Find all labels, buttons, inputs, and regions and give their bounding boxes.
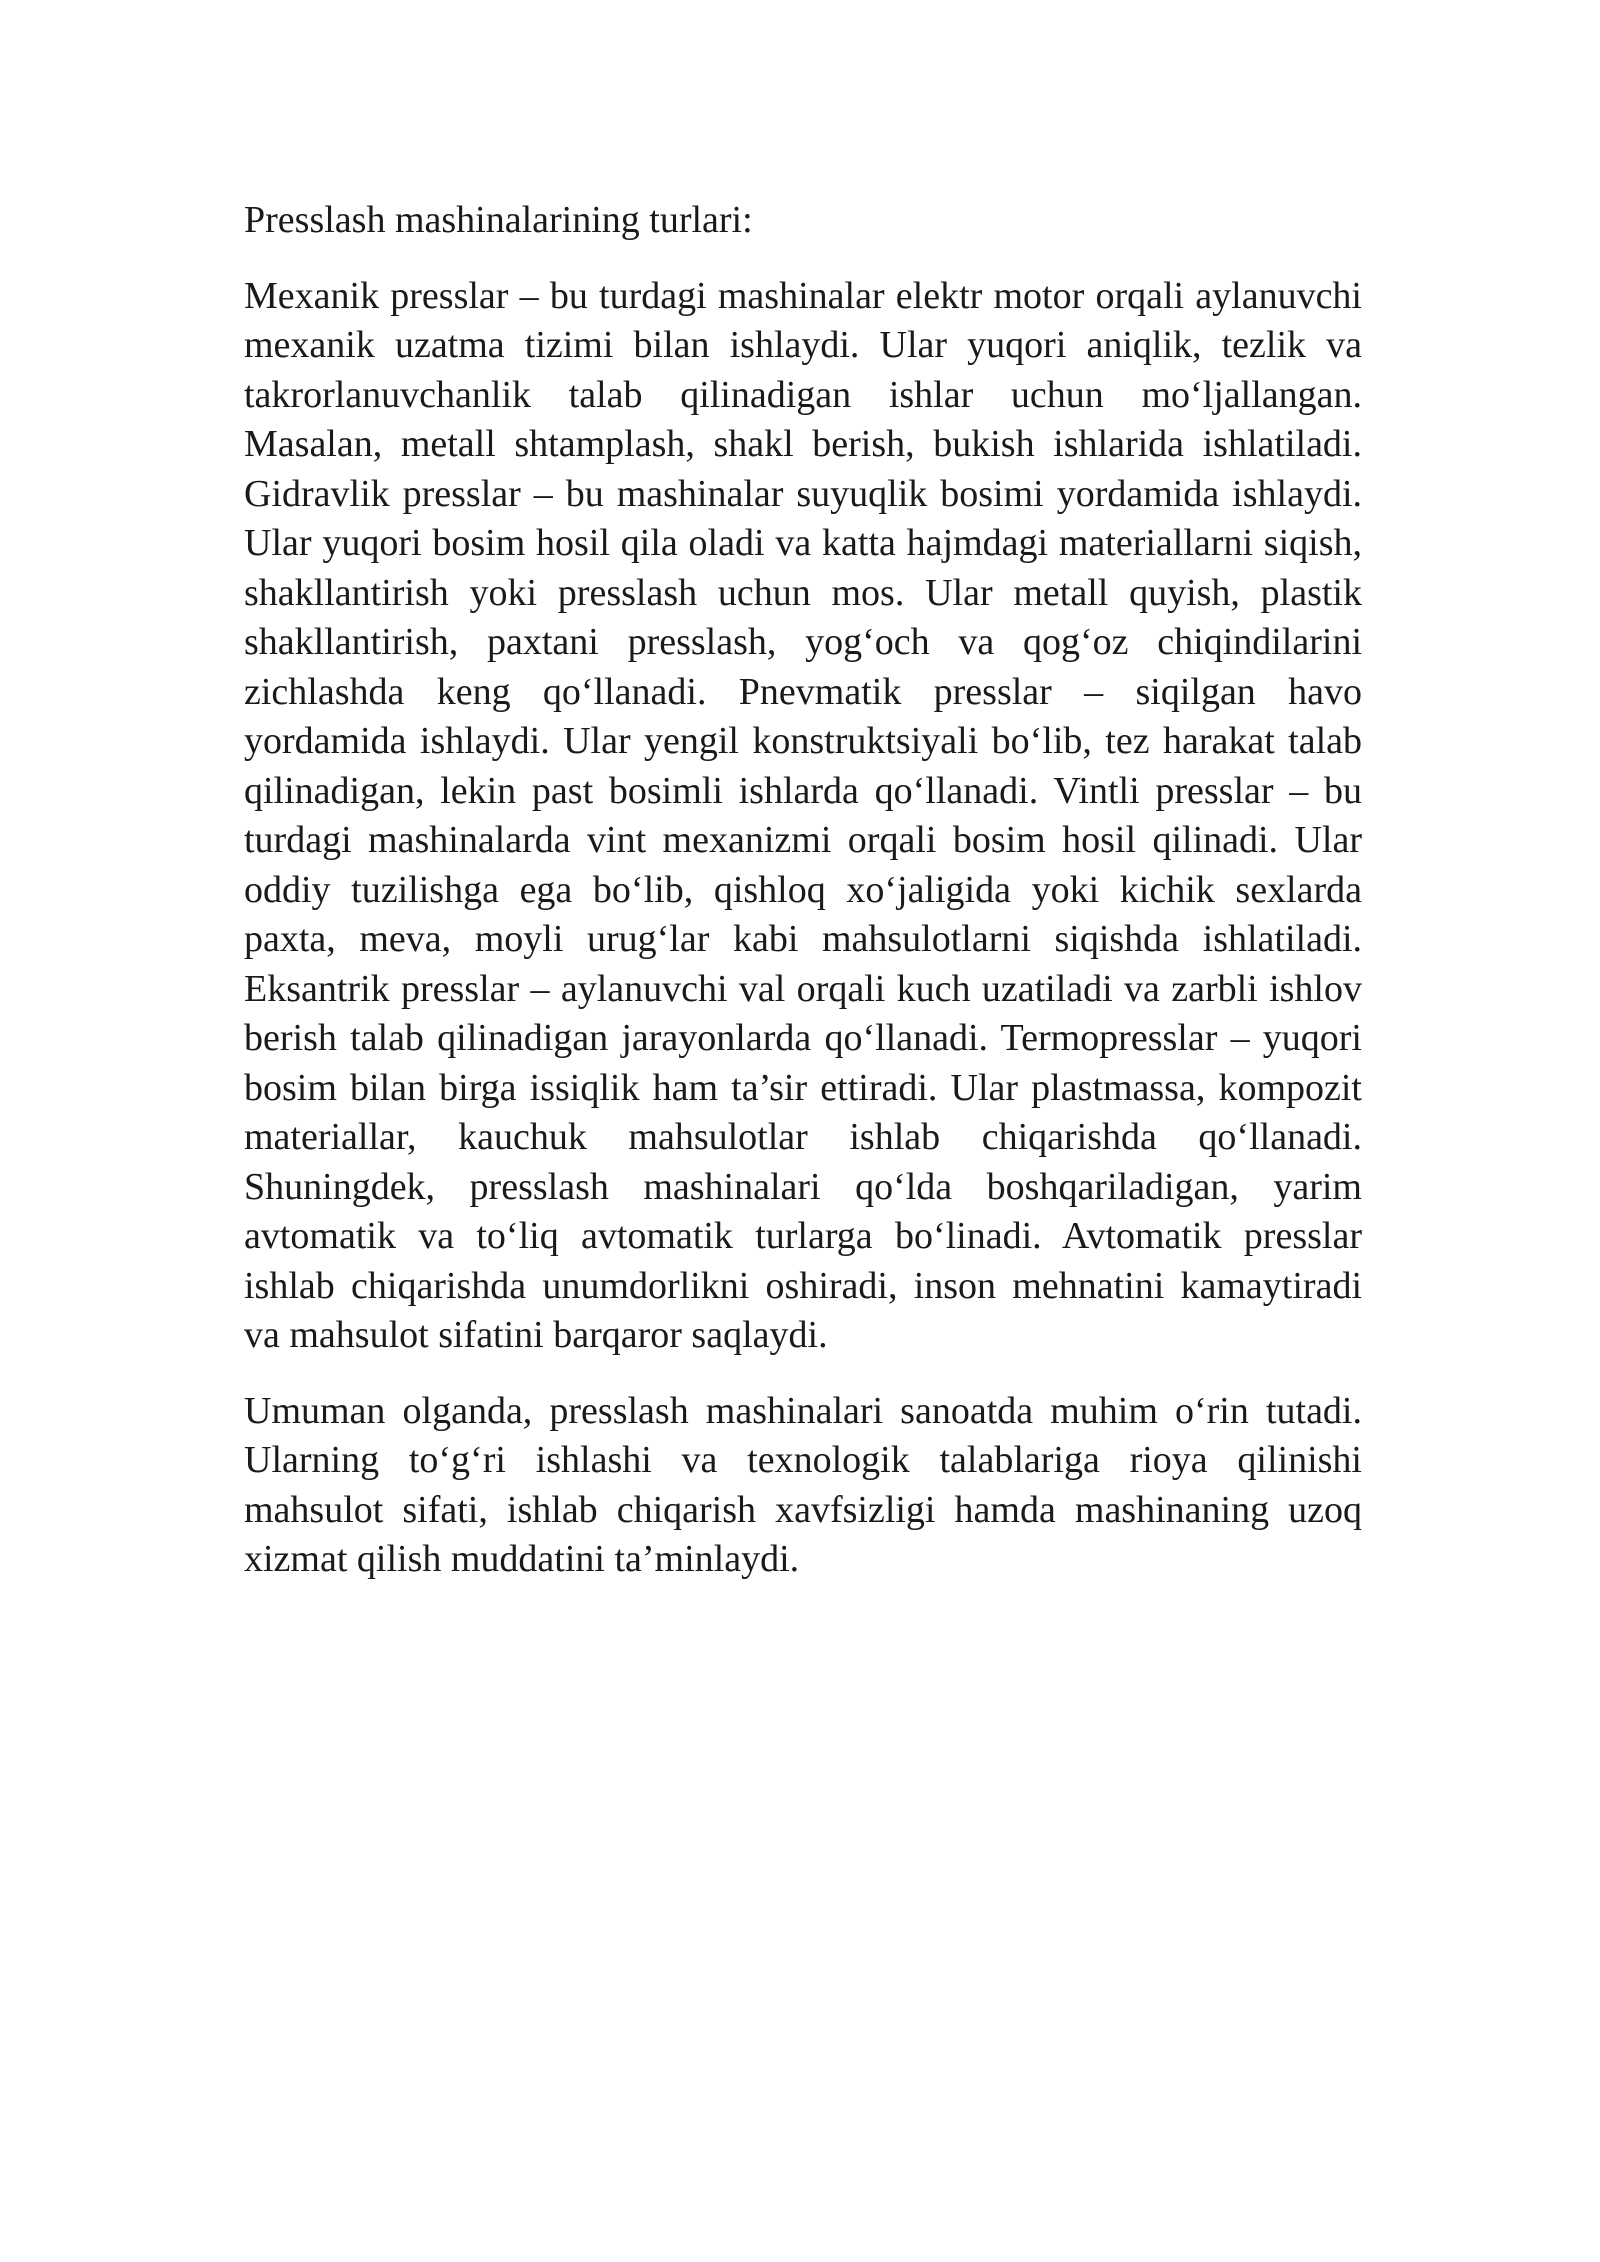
- document-body: [244, 196, 1362, 1611]
- paragraph-conclusion: Umuman olganda, presslash mashinalari sanoatda muhim o‘rin tutadi. Ularning to‘g‘ri ishlashi va texnologik talablariga rioya qilinishi mahsulot sifati, ishlab chiqarish xavfsizligi hamda mashinaning uzoq xizmat qilish muddatini ta’minlaydi.: [244, 1389, 1362, 1580]
- paragraph-press-types: Mexanik presslar – bu turdagi mashinalar elektr motor orqali aylanuvchi mexanik uzatma tizimi bilan ishlaydi. Ular yuqori aniqlik, tezlik va takrorlanuvchanlik talab qilinadigan ishlar uchun mo‘ljallangan. Masalan, metall shtamplash, shakl berish, bukish ishlarida ishlatiladi. Gidravlik presslar – bu mashinalar suyuqlik bosimi yordamida ishlaydi. Ular yuqori bosim hosil qila oladi va katta hajmdagi materiallarni siqish, shakllantirish yoki presslash uchun mos. Ular metall quyish, plastik shakllantirish, paxtani presslash, yog‘och va qog‘oz chiqindilarini zichlashda keng qo‘llanadi. Pnevmatik presslar – siqilgan havo yordamida ishlaydi. Ular yengil konstruktsiyali bo‘lib, tez harakat talab qilinadigan, lekin past bosimli ishlarda qo‘llanadi. Vintli presslar – bu turdagi mashinalarda vint mexanizmi orqali bosim hosil qilinadi. Ular oddiy tuzilishga ega bo‘lib, qishloq xo‘jaligida yoki kichik sexlarda paxta, meva, moyli urug‘lar kabi mahsulotlarni siqishda ishlatiladi. Eksantrik presslar – aylanuvchi val orqali kuch uzatiladi va zarbli ishlov berish talab qilinadigan jarayonlarda qo‘llanadi. Termopresslar – yuqori bosim bilan birga issiqlik ham ta’sir ettiradi. Ular plastmassa, kompozit materiallar, kauchuk mahsulotlar ishlab chiqarishda qo‘llanadi. Shuningdek, presslash mashinalari qo‘lda boshqariladigan, yarim avtomatik va to‘liq avtomatik turlarga bo‘linadi. Avtomatik presslar ishlab chiqarishda unumdorlikni oshiradi, inson mehnatini kamaytiradi va mahsulot sifatini barqaror saqlaydi.: [244, 274, 1362, 1356]
- section-heading: Presslash mashinalarining turlari:: [244, 199, 753, 241]
